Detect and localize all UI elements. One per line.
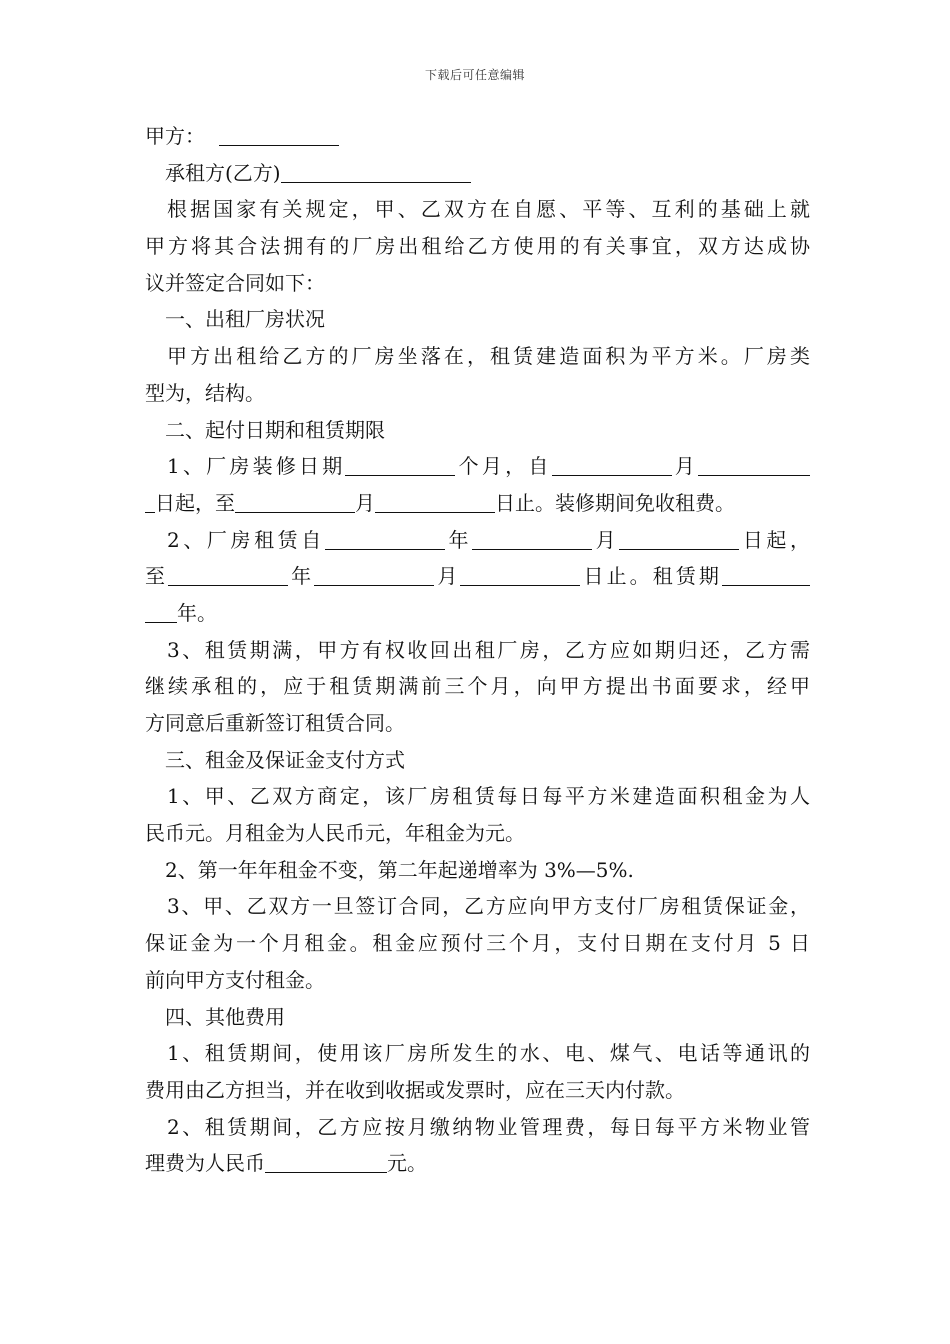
line-text: 日止。租赁期 xyxy=(580,564,723,589)
line-text: 日起， xyxy=(739,527,811,552)
text-line xyxy=(145,118,810,155)
line-text: 前向甲方支付租金。 xyxy=(145,967,325,992)
text-line xyxy=(145,375,810,412)
line-text: 甲方将其合法拥有的厂房出租给乙方使用的有关事宜，双方达成协 xyxy=(145,234,810,259)
text-line xyxy=(145,888,810,925)
line-text: 二、起付日期和租赁期限 xyxy=(165,417,385,442)
text-line xyxy=(145,632,810,669)
text-line xyxy=(145,595,810,632)
fill-in-blank xyxy=(722,565,810,586)
line-text: 1、甲、乙双方商定，该厂房租赁每日每平方米建造面积租金为人 xyxy=(167,784,810,809)
fill-in-blank xyxy=(265,1152,387,1173)
text-line xyxy=(145,962,810,999)
fill-in-blank xyxy=(619,529,739,550)
line-text: 2、第一年年租金不变，第二年起递增率为 3%—5%. xyxy=(165,857,634,882)
line-text: 月 xyxy=(434,564,461,589)
text-line xyxy=(145,1145,810,1182)
line-text: 个月，自 xyxy=(455,454,552,479)
line-text: 月 xyxy=(355,490,375,515)
text-line xyxy=(145,448,810,485)
fill-in-blank xyxy=(472,529,592,550)
line-text: 四、其他费用 xyxy=(165,1004,285,1029)
text-line xyxy=(145,228,810,265)
fill-in-blank xyxy=(375,492,495,513)
line-text: 日止。装修期间免收租费。 xyxy=(495,490,735,515)
fill-in-blank xyxy=(314,565,434,586)
page-header-note: 下载后可任意编辑 xyxy=(424,68,525,82)
contract-body xyxy=(145,118,810,1182)
text-line xyxy=(145,778,810,815)
line-text: 日起，至 xyxy=(155,490,235,515)
text-line xyxy=(145,265,810,302)
text-line xyxy=(145,705,810,742)
line-text: 理费为人民币 xyxy=(145,1151,265,1176)
line-text: 3、租赁期满，甲方有权收回出租厂房，乙方应如期归还，乙方需 xyxy=(167,637,810,662)
text-line xyxy=(145,155,810,192)
text-line xyxy=(145,412,810,449)
fill-in-blank xyxy=(325,529,445,550)
line-text: 2、租赁期间，乙方应按月缴纳物业管理费，每日每平方米物业管 xyxy=(167,1114,810,1139)
text-line xyxy=(145,558,810,595)
fill-in-blank xyxy=(345,455,455,476)
fill-in-blank xyxy=(235,492,355,513)
line-text: 方同意后重新签订租赁合同。 xyxy=(145,711,405,735)
text-line xyxy=(145,1072,810,1109)
text-line xyxy=(145,1109,810,1146)
line-text: 甲方出租给乙方的厂房坐落在，租赁建造面积为平方米。厂房类 xyxy=(167,344,810,369)
line-text: 议并签定合同如下： xyxy=(145,270,325,295)
text-line xyxy=(145,925,810,962)
text-line xyxy=(145,522,810,559)
text-line xyxy=(145,999,810,1036)
line-text: 继续承租的，应于租赁期满前三个月，向甲方提出书面要求，经甲 xyxy=(145,674,810,699)
line-text: 一、出租厂房状况 xyxy=(165,307,325,332)
line-text: 至 xyxy=(145,564,169,589)
line-text: 年 xyxy=(444,527,473,552)
fill-in-blank xyxy=(281,162,471,183)
line-text: 年 xyxy=(288,564,315,589)
text-line xyxy=(145,301,810,338)
text-line xyxy=(145,815,810,852)
line-text: 3、甲、乙双方一旦签订合同，乙方应向甲方支付厂房租赁保证金， xyxy=(167,894,810,919)
text-line xyxy=(145,338,810,375)
line-text: 三、租金及保证金支付方式 xyxy=(165,747,405,772)
text-line xyxy=(145,852,810,889)
fill-in-blank xyxy=(698,455,810,476)
line-text: 1、租赁期间，使用该厂房所发生的水、电、煤气、电话等通讯的 xyxy=(167,1041,810,1066)
text-line xyxy=(145,1035,810,1072)
fill-in-blank xyxy=(552,455,672,476)
fill-in-blank xyxy=(145,602,177,623)
line-text: 1、厂房装修日期 xyxy=(167,454,346,479)
line-text: 月 xyxy=(592,527,620,552)
line-text: 型为，结构。 xyxy=(145,380,265,405)
text-line xyxy=(145,485,810,522)
line-text: 2、厂房租赁自 xyxy=(167,527,325,552)
text-line xyxy=(145,742,810,779)
fill-in-blank xyxy=(460,565,580,586)
text-line xyxy=(145,668,810,705)
fill-in-blank xyxy=(219,125,339,146)
line-text: 民币元。月租金为人民币元，年租金为元。 xyxy=(145,821,525,846)
line-text: 承租方(乙方) xyxy=(165,160,281,185)
line-text: 费用由乙方担当，并在收到收据或发票时，应在三天内付款。 xyxy=(145,1077,685,1102)
line-text: 保证金为一个月租金。租金应预付三个月，支付日期在支付月 5 日 xyxy=(145,931,810,956)
line-text: 甲方： xyxy=(145,124,205,148)
line-text: 元。 xyxy=(387,1151,427,1176)
line-text: 根据国家有关规定，甲、乙双方在自愿、平等、互利的基础上就 xyxy=(167,197,810,222)
line-text: 年。 xyxy=(177,600,217,625)
line-text: 月 xyxy=(671,454,698,479)
fill-in-blank xyxy=(168,565,288,586)
fill-in-blank xyxy=(145,492,155,513)
text-line xyxy=(145,191,810,228)
